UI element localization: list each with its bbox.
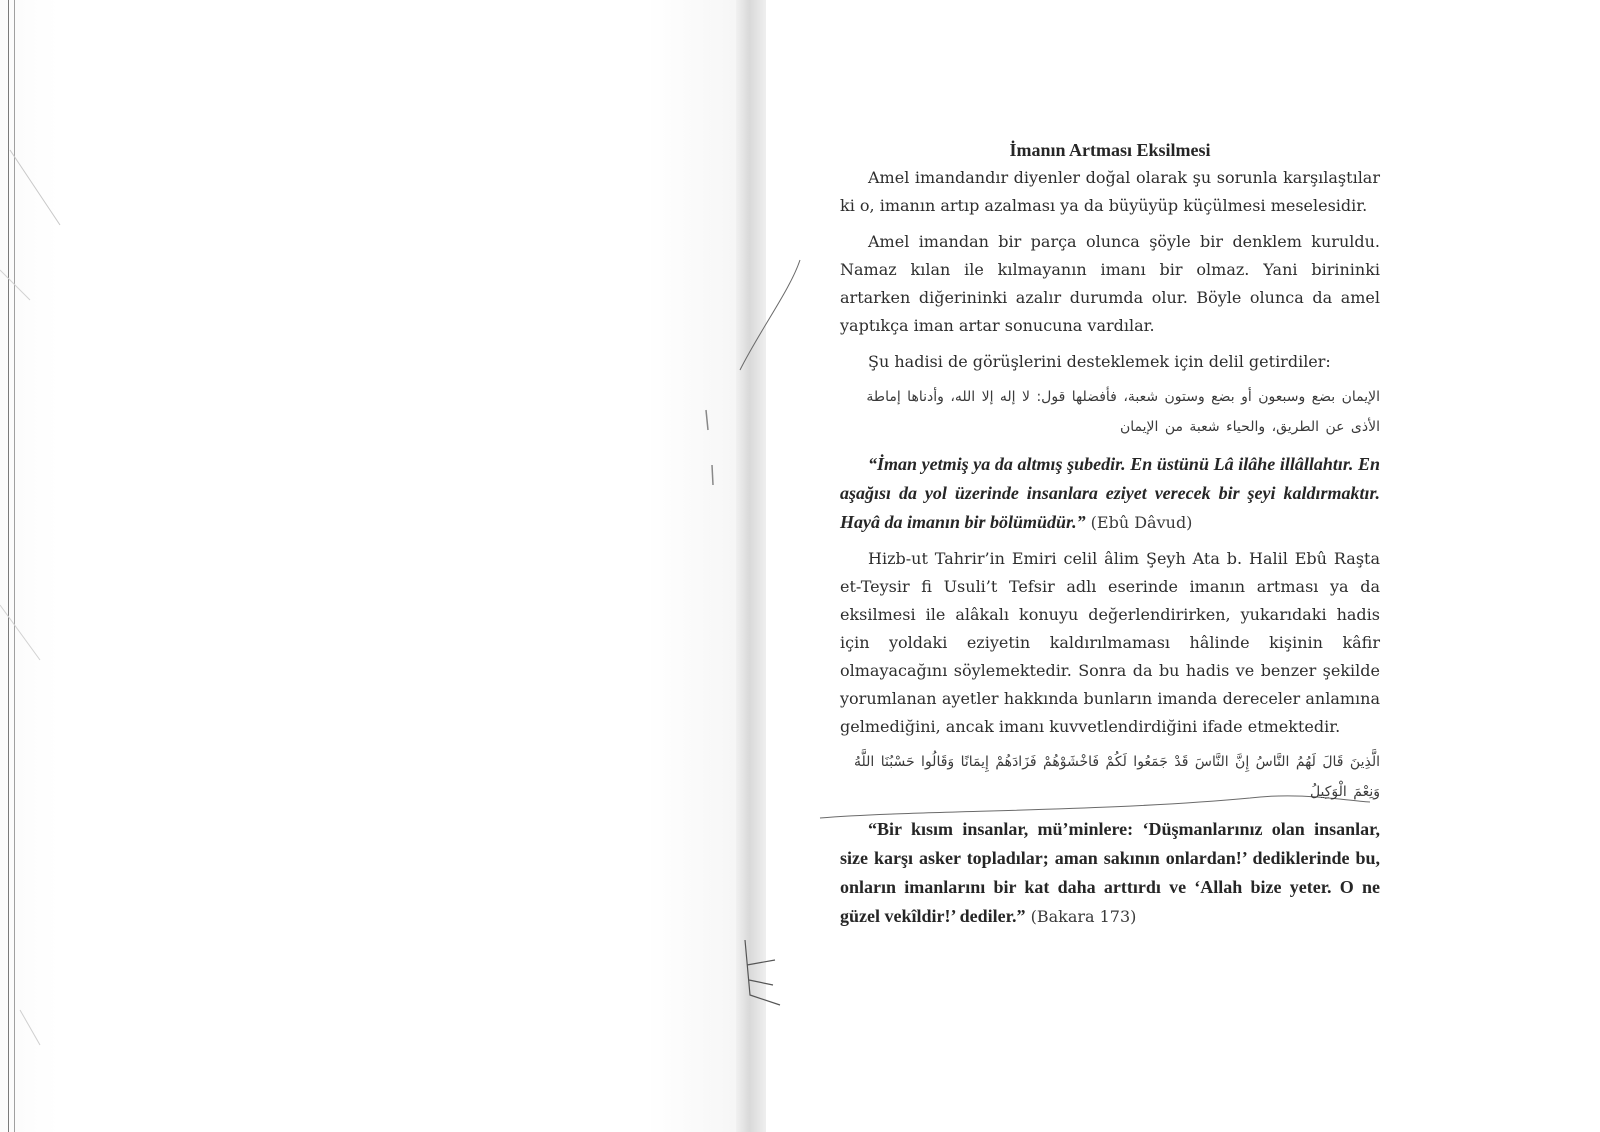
verse-translation <box>840 815 1380 931</box>
scan-marks <box>0 0 736 1132</box>
hadith-translation <box>840 450 1380 537</box>
page-text <box>840 136 1380 931</box>
paragraph-3: Şu hadisi de görüşlerini desteklemek için delil getirdiler: <box>868 352 1331 371</box>
arabic-verse: الَّذِينَ قَالَ لَهُمُ النَّاسُ إِنَّ النَّاسَ قَدْ جَمَعُوا لَكُمْ فَاخْشَوْهُمْ فَزَادَهُمْ إِيمَانًا وَقَالُوا حَسْبُنَا اللَّهُ وَنِعْمَ الْوَكِيلُ <box>854 754 1380 800</box>
paragraph-2: Amel imandan bir parça olunca şöyle bir denklem kuruldu. Namaz kılan ile kılmayanın imanı bir olmaz. Yani birininki artarken diğerininki azalır durumda olur. Böyle olunca da amel yaptıkça iman artar sonucuna vardılar. <box>840 232 1380 335</box>
hadith-quote: “İman yetmiş ya da altmış şubedir. En üstünü Lâ ilâhe illâllahtır. En aşağısı da yol üzerinde insanlara eziyet verecek bir şeyi kaldırmaktır. Hayâ da imanın bir bölümüdür.” <box>840 454 1380 532</box>
arabic-hadith: الإيمان بضع وسبعون أو بضع وستون شعبة، فأفضلها قول: لا إله إلا الله، وأدناها إماطة الأذى عن الطريق، والحياء شعبة من الإيمان <box>866 389 1380 435</box>
paragraph-4: Hizb-ut Tahrir’in Emiri celil âlim Şeyh Ata b. Halil Ebû Raşta et-Teysir fi Usuli’t Tefsir adlı eserinde imanın artması ya da eksilmesi ile alâkalı konuyu değerlendirirken, yukarıdaki hadis için yoldaki eziyetin kaldırılmaması hâlinde kişinin kâfir olmayacağını söylemektedir. Sonra da bu hadis ve benzer şekilde yorumlanan ayetler hakkında bunların imanda dereceler anlamına gelmediğini, ancak imanı kuvvetlendirdiğini ifade etmektedir. <box>840 549 1380 736</box>
paragraph-1: Amel imandandır diyenler doğal olarak şu sorunla karşılaştılar ki o, imanın artıp azalması ya da büyüyüp küçülmesi meselesidir. <box>840 168 1380 215</box>
page-title: İmanın Artması Eksilmesi <box>1009 140 1211 160</box>
verse-quote: “Bir kısım insanlar, mü’minlere: ‘Düşmanlarınız olan insanlar, size karşı asker topladılar; aman sakının onlardan!’ dediklerinde bu, onların imanlarını bir kat daha arttırdı ve ‘Allah bize yeter. O ne güzel vekîldir!’ dediler.” <box>840 819 1380 926</box>
pen-margin-line <box>730 250 810 380</box>
hadith-source: (Ebû Dâvud) <box>1090 513 1193 532</box>
pen-margin-mark <box>735 935 795 1015</box>
verse-source: (Bakara 173) <box>1030 907 1137 926</box>
